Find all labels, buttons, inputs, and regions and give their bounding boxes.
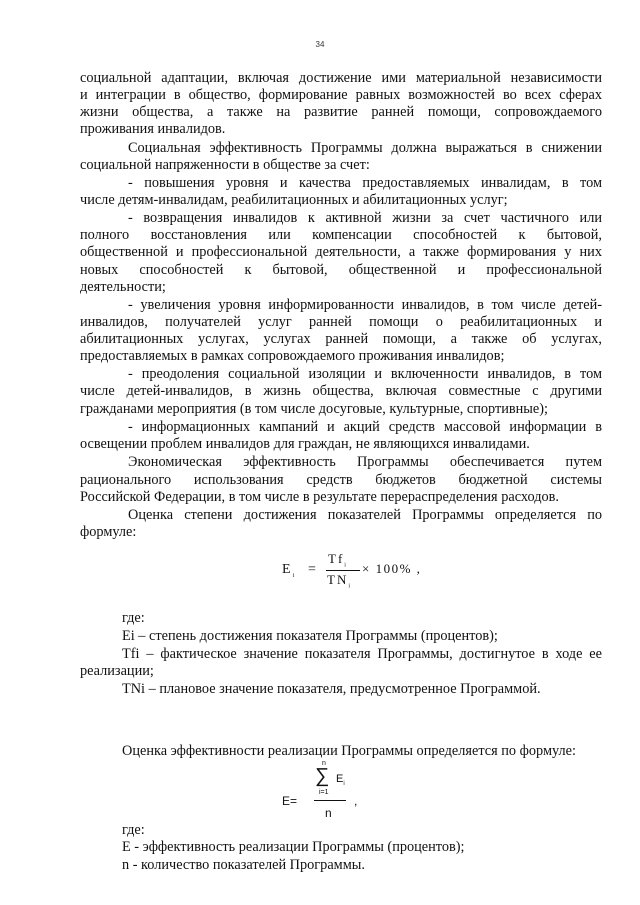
definition-line: Ei – степень достижения показателя Программы (процентов); [122,628,498,644]
sum-upper-limit: n [322,760,326,767]
text-line: проживания инвалидов. [80,121,226,137]
where-label: где: [122,610,145,626]
page-number: 34 [315,40,325,49]
definition-line: n - количество показателей Программы. [122,857,365,873]
formula-achievement-degree [282,548,452,596]
text-line: и интеграции в общество, формирование равных возможностей во всех сферах [80,87,602,103]
fraction-bar [314,800,346,801]
text-line: рационального использования средств бюджетов бюджетной системы [80,472,602,488]
text-line: абилитационных услугах, услугах ранней помощи, а также об услугах, [80,331,602,347]
formula-eq: = [308,562,316,577]
formula-denominator: $TN_i$ [327,572,353,590]
text-line: - преодоления социальной изоляции и включенности инвалидов, в том [128,366,602,382]
definition-line: Е - эффективность реализации Программы (процентов); [122,839,465,855]
text-line: числе детям-инвалидам, реабилитационных и абилитационных услуг; [80,192,508,208]
definition-line: реализации; [80,663,154,679]
text-line: деятельности; [80,279,166,295]
sum-lower-limit: i=1 [319,789,329,796]
text-line: социальной адаптации, включая достижение ими материальной независимости [80,70,602,86]
text-line: - увеличения уровня информированности инвалидов, в том числе детей- [128,297,602,313]
fraction-bar [326,570,360,571]
formula-efficiency [282,760,372,822]
text-line: новых способностей к бытовой, общественной и профессиональной [80,262,602,278]
sum-term: $E_i$ [336,773,345,788]
sigma-icon: ∑ [315,765,330,787]
text-line: Оценка степени достижения показателей Программы определяется по [128,507,602,523]
text-line: числе детей-инвалидов, в жизнь общества, включая совместные с другими [80,383,602,399]
definition-line: Tfi – фактическое значение показателя Программы, достигнутое в ходе ее [122,646,602,662]
formula-tail: , [354,794,358,808]
formula-lhs: $E_i$ [282,562,297,579]
formula-denominator: n [325,806,332,820]
text-line: Социальная эффективность Программы должна выражаться в снижении [128,140,602,156]
formula-numerator: $Tf_i$ [328,551,348,569]
text-line: Экономическая эффективность Программы обеспечивается путем [128,454,602,470]
formula-lhs: E= [282,794,298,808]
text-line: формуле: [80,524,137,540]
text-line: гражданами мероприятия (в том числе досуговые, культурные, спортивные); [80,401,548,417]
efficiency-intro: Оценка эффективности реализации Программы определяется по формуле: [122,743,576,759]
text-line: инвалидов, получателей услуг ранней помощи о реабилитационных и [80,314,602,330]
text-line: - информационных кампаний и акций средств массовой информации в [128,419,602,435]
text-line: - повышения уровня и качества предоставляемых инвалидам, в том [128,175,602,191]
text-line: полного восстановления или компенсации способностей к бытовой, [80,227,602,243]
text-line: Российской Федерации, в том числе в результате перераспределения расходов. [80,489,559,505]
text-line: общественной и профессиональной деятельности, а также формирования у них [80,244,602,260]
text-line: предоставляемых в рамках сопровождаемого проживания инвалидов; [80,348,505,364]
text-line: социальной напряженности в обществе за счет: [80,157,370,173]
text-line: освещении проблем инвалидов для граждан, не являющихся инвалидами. [80,436,530,452]
text-line: - возвращения инвалидов к активной жизни за счет частичного или [128,210,602,226]
text-line: жизни общества, а также на развитие ранней помощи, сопровождаемого [80,104,602,120]
formula-tail: × 100% , [362,561,422,576]
definition-line: TNi – плановое значение показателя, предусмотренное Программой. [122,681,541,697]
where-label: где: [122,822,145,838]
